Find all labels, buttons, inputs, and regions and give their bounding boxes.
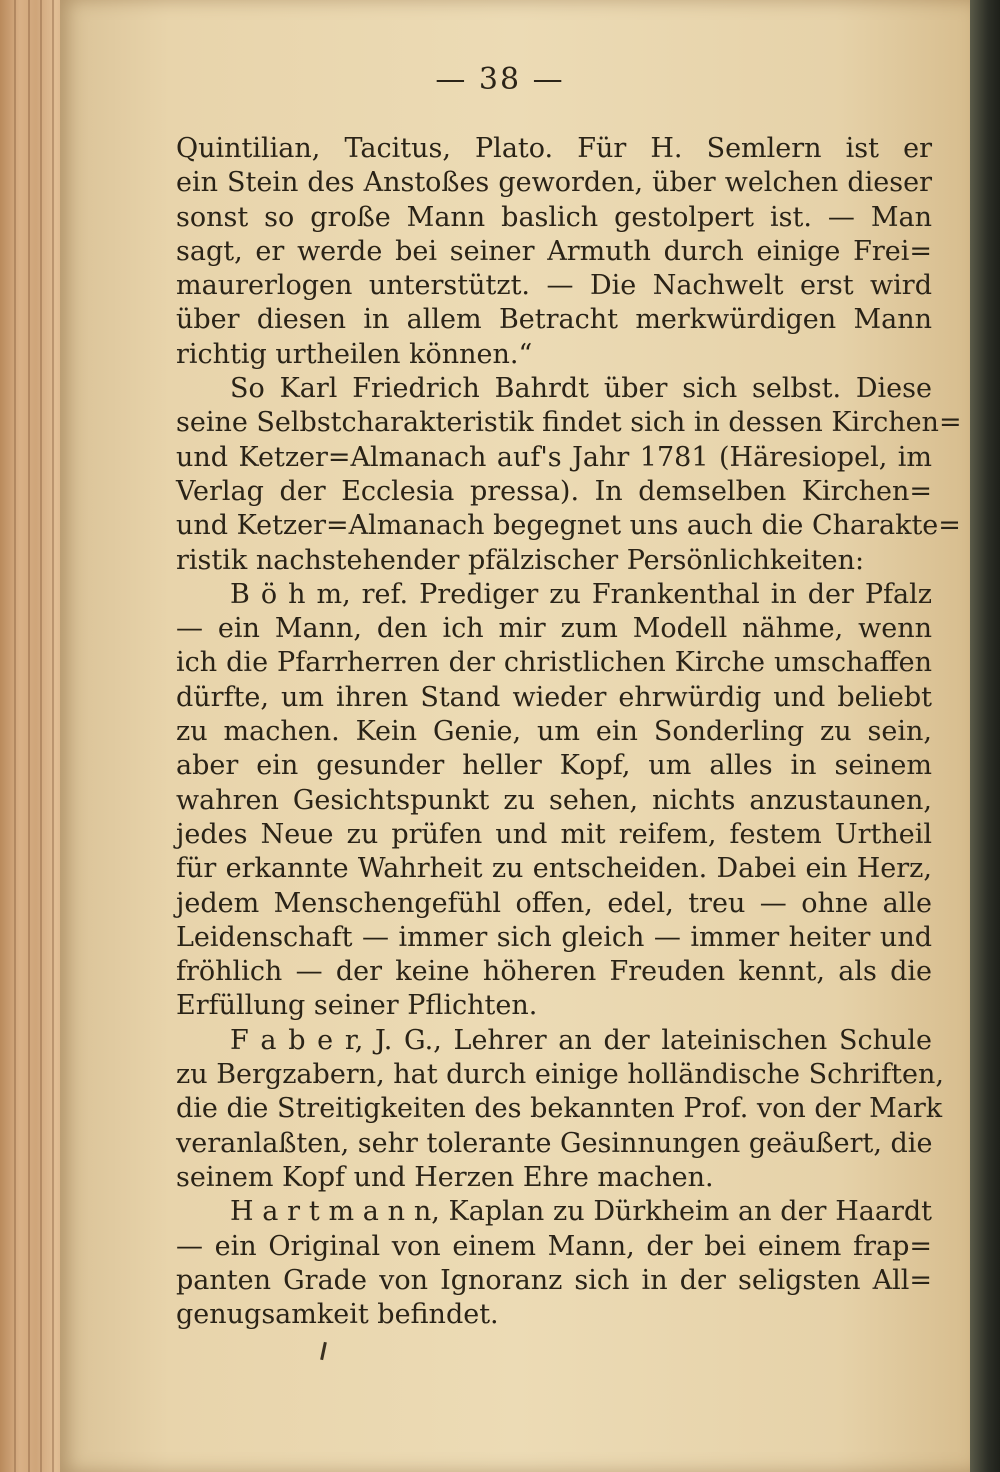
text-line: aber ein gesunder heller Kopf, um alles in seinem xyxy=(176,750,932,782)
text-line: F a b e r, J. G., Lehrer an der lateinischen Schule xyxy=(176,1024,932,1056)
text-line: panten Grade von Ignoranz sich in der seligsten All= xyxy=(176,1264,932,1296)
text-line: seine Selbstcharakteristik findet sich in dessen Kirchen= xyxy=(176,407,962,439)
text-line: Leidenschaft — immer sich gleich — immer heiter und xyxy=(176,921,932,953)
text-line: jedes Neue zu prüfen und mit reifem, festem Urtheil xyxy=(176,818,932,850)
text-line: fröhlich — der keine höheren Freuden kennt, als die xyxy=(176,956,932,988)
text-line: seinem Kopf und Herzen Ehre machen. xyxy=(176,1161,714,1193)
text-line: ristik nachstehender pfälzischer Persönlichkeiten: xyxy=(176,544,865,576)
text-line: wahren Gesichtspunkt zu sehen, nichts anzustaunen, xyxy=(176,784,932,816)
book-cover-edge xyxy=(970,0,1000,1472)
text-line: ein Stein des Anstoßes geworden, über welchen dieser xyxy=(176,167,932,199)
text-line: über diesen in allem Betracht merkwürdigen Mann xyxy=(176,304,932,336)
text-line: und Ketzer=Almanach auf's Jahr 1781 (Häresiopel, im xyxy=(176,441,932,473)
text-line: Quintilian, Tacitus, Plato. Für H. Semlern ist er xyxy=(176,133,932,164)
text-line: dürfte, um ihren Stand wieder ehrwürdig und beliebt xyxy=(176,681,932,713)
text-line: genugsamkeit befindet. xyxy=(176,1299,499,1331)
text-line: So Karl Friedrich Bahrdt über sich selbst. Diese xyxy=(176,373,932,405)
text-line: — ein Original von einem Mann, der bei einem frap= xyxy=(176,1230,932,1262)
text-line: B ö h m, ref. Prediger zu Frankenthal in der Pfalz xyxy=(176,578,932,610)
text-line: H a r t m a n n, Kaplan zu Dürkheim an der Haardt xyxy=(176,1196,932,1228)
text-line: sagt, er werde bei seiner Armuth durch einige Frei= xyxy=(176,235,932,267)
text-line: sonst so große Mann baslich gestolpert ist. — Man xyxy=(176,201,932,233)
text-line: jedem Menschengefühl offen, edel, treu — ohne alle xyxy=(176,887,932,919)
text-line: veranlaßten, sehr tolerante Gesinnungen geäußert, die xyxy=(176,1127,933,1159)
text-line: zu Bergzabern, hat durch einige holländische Schriften, xyxy=(176,1059,944,1091)
text-line: für erkannte Wahrheit zu entscheiden. Dabei ein Herz, xyxy=(176,853,932,885)
text-line: Erfüllung seiner Pflichten. xyxy=(176,990,538,1022)
page-text xyxy=(176,132,962,1332)
text-line: Verlag der Ecclesia pressa). In demselben Kirchen= xyxy=(176,475,932,507)
page-number: — 38 — xyxy=(435,62,565,97)
text-line: maurerlogen unterstützt. — Die Nachwelt erst wird xyxy=(176,270,932,302)
text-line: — ein Mann, den ich mir zum Modell nähme, wenn xyxy=(176,613,932,645)
text-line: ich die Pfarrherren der christlichen Kirche umschaffen xyxy=(176,647,932,679)
text-line: zu machen. Kein Genie, um ein Sonderling zu sein, xyxy=(176,716,932,748)
text-line: die die Streitigkeiten des bekannten Prof. von der Mark xyxy=(176,1093,943,1125)
text-line: richtig urtheilen können.“ xyxy=(176,338,533,370)
text-line: und Ketzer=Almanach begegnet uns auch die Charakte= xyxy=(176,510,961,542)
